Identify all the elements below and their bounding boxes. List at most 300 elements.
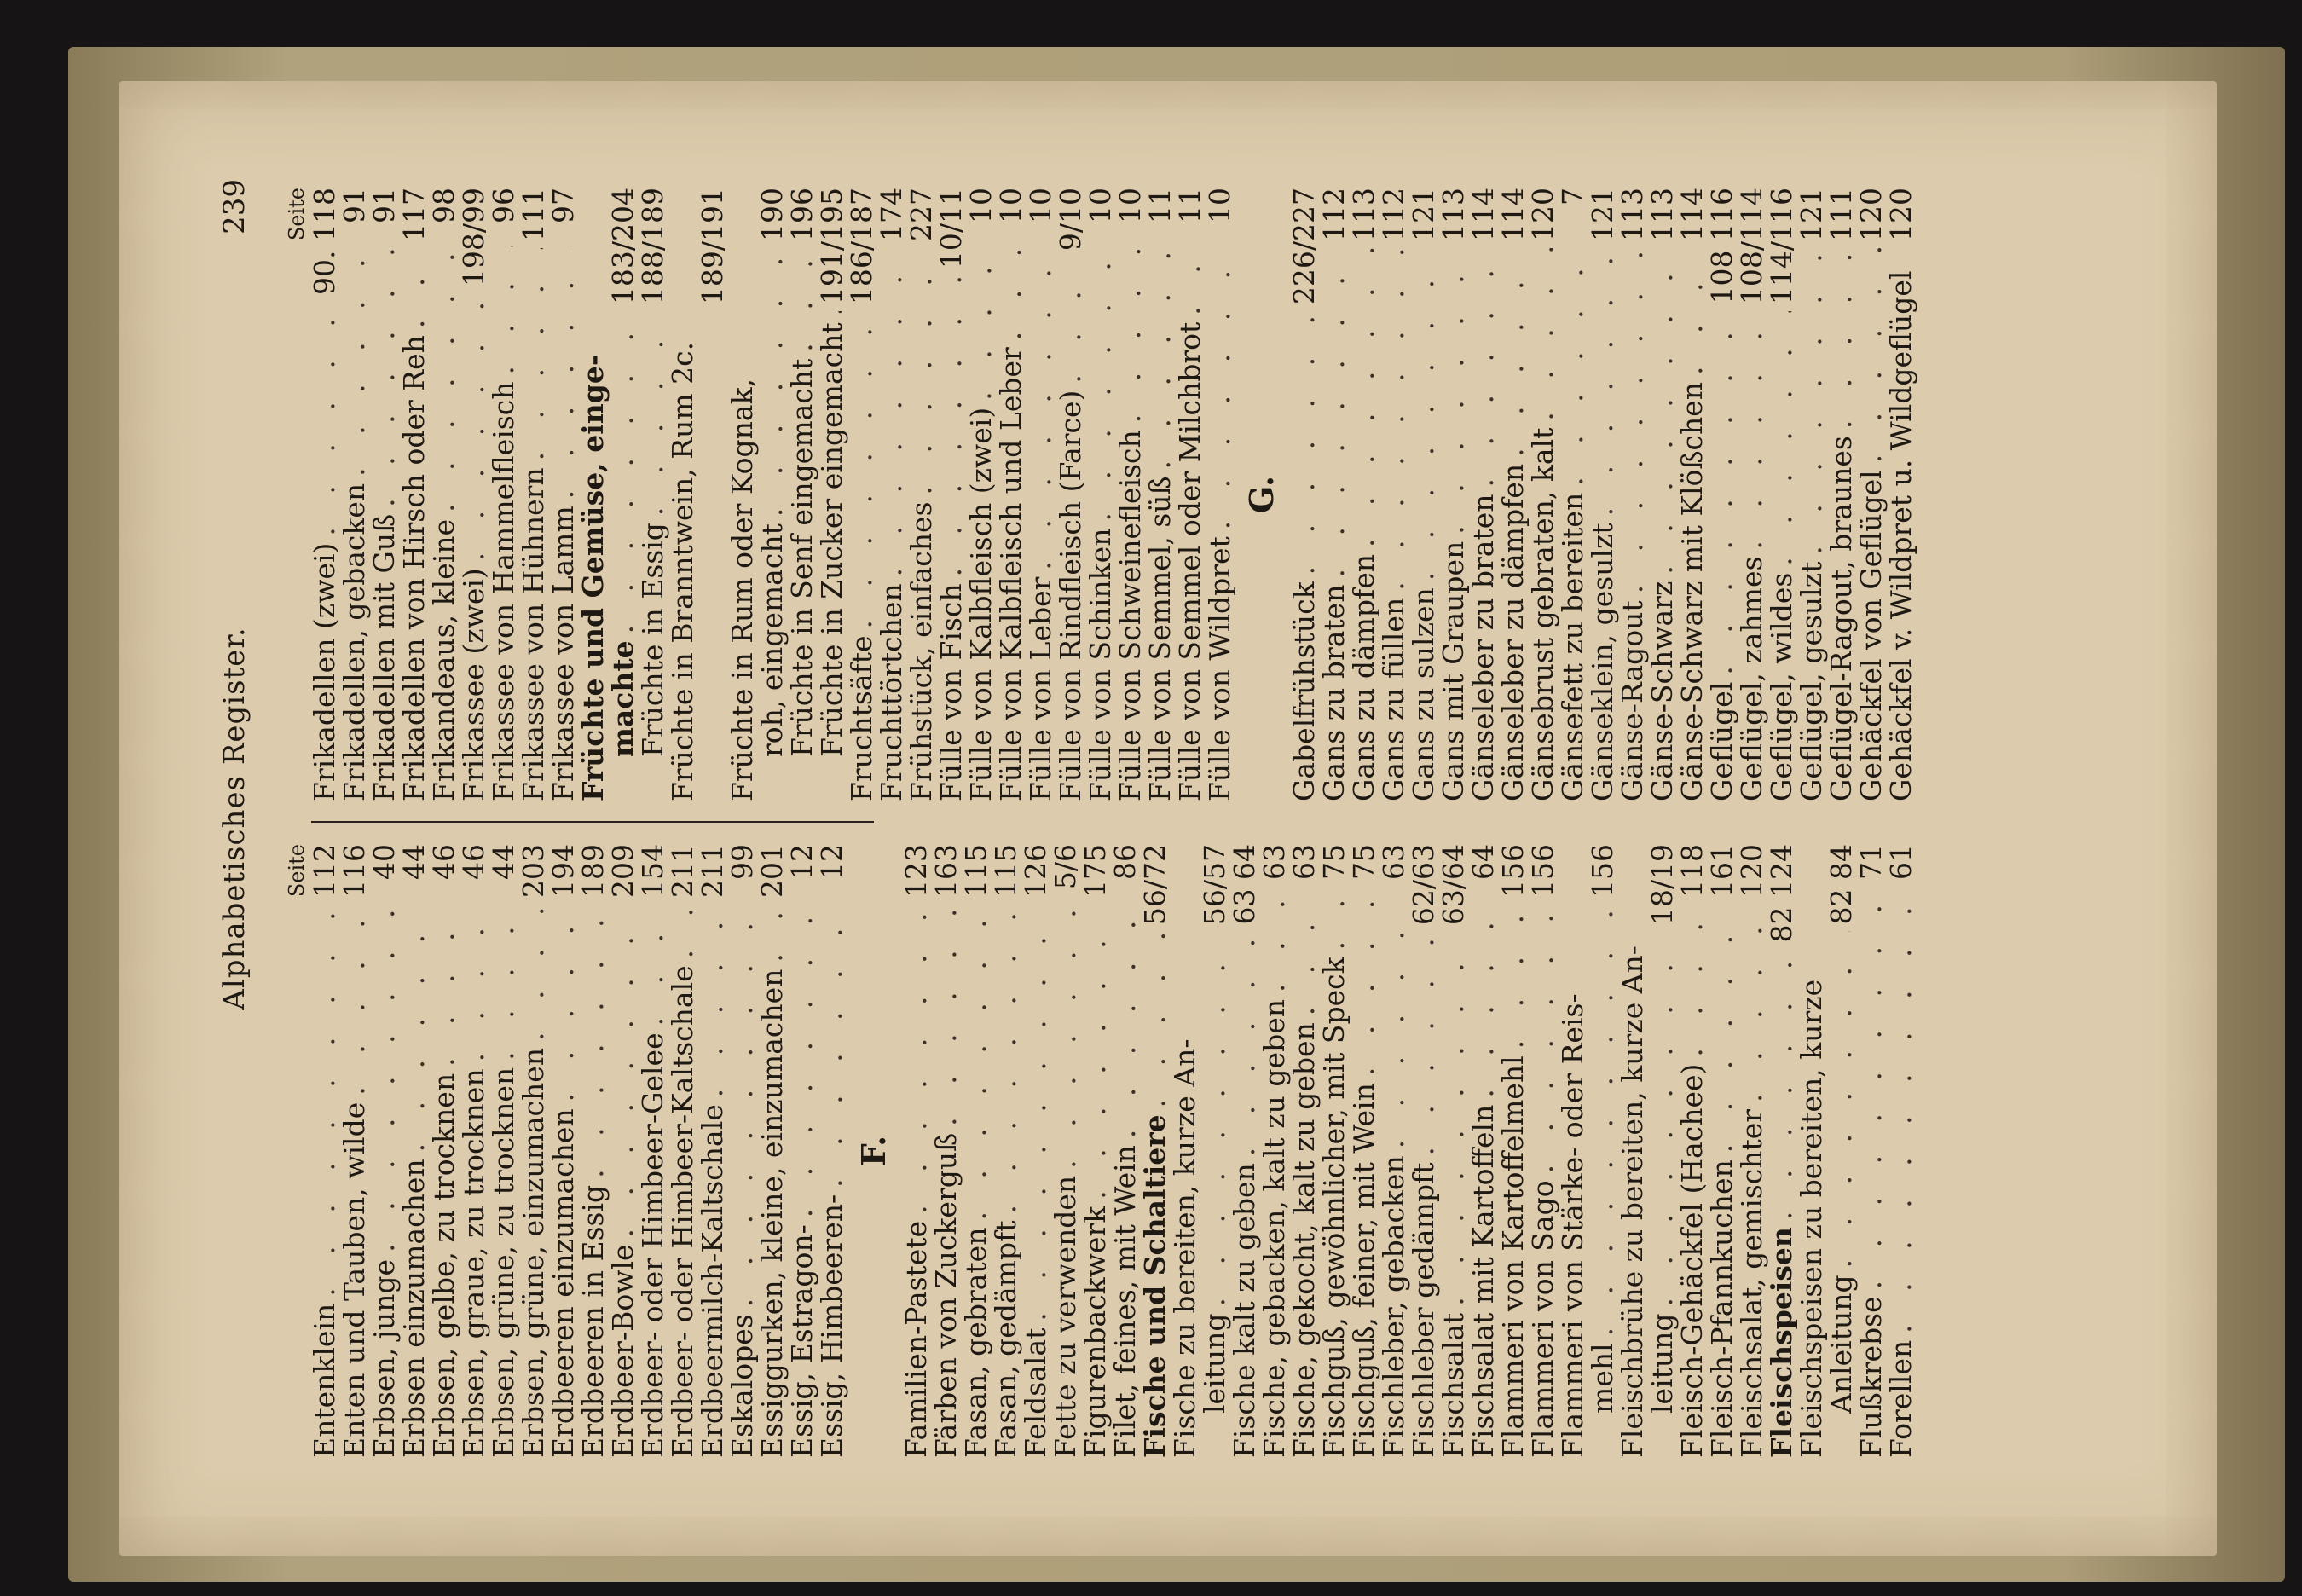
entry-name: leitung [1198,1313,1231,1414]
entry-name: Erbsen, gelbe, zu trocknen [427,1073,460,1458]
index-entry [608,188,638,801]
entry-name: Fischguß, feiner, mit Wein [1347,1083,1380,1458]
entry-page-number: 203 [517,844,550,898]
index-entry [1617,188,1647,801]
index-entry [1259,844,1289,1458]
index-entry [1205,188,1235,801]
entry-name: Erbsen einzumachen [397,1159,431,1458]
entry-name: Erbsen, graue, zu trocknen [457,1068,490,1458]
entry-page-number: 63 [1258,844,1291,880]
leader-dots [339,905,369,1096]
leader-dots [697,905,727,1097]
entry-name: Essiggurken, kleine, einzumachen [755,969,789,1458]
index-entry [1115,188,1145,801]
book-page [119,81,2217,1556]
leader-dots [1767,949,1796,1220]
entry-page-number: 114 [1466,188,1500,241]
entry-page-number: 75 [1347,844,1380,880]
index-column-left [284,844,1916,1458]
index-entry [1379,844,1408,1458]
entry-page-number: 190 [755,188,789,241]
entry-page-number: 161 [1705,844,1738,898]
leader-dots [369,246,399,507]
index-entry [459,188,489,801]
leader-dots [1528,905,1558,1173]
entry-name: Geflügel [1705,681,1738,801]
index-entry [1110,844,1140,1458]
entry-page-number: 120 [1884,188,1917,241]
index-entry [1796,188,1826,801]
entry-page-number: 91 [338,188,371,223]
entry-name: Fruchttörtchen [875,583,908,801]
index-entry [876,188,906,801]
entry-page-number: 123 [899,844,933,898]
entry-page-number: 191/195 [815,188,848,305]
entry-name: Essig, Himbeeren- [815,1194,848,1458]
entry-name: Fülle von Leber [1024,576,1057,801]
entry-name: Flammeri von Kartoffelmehl [1496,1055,1530,1458]
index-entry [429,844,459,1458]
index-entry [1289,844,1319,1458]
entry-page-number: 126 [1019,844,1052,898]
leader-dots [936,275,966,576]
leader-dots [757,248,787,517]
entry-page-number: 10 [1113,188,1147,223]
leader-dots [668,905,697,958]
leader-dots [1796,248,1826,555]
index-entry [1856,188,1886,801]
entry-page-number: 75 [1317,844,1351,880]
entry-page-number: 211 [696,844,729,898]
entry-page-number: 115 [959,844,992,898]
index-entry [697,188,727,801]
index-entry [1498,188,1528,801]
leader-dots [1289,311,1319,575]
entry-page-number: 7 [1556,188,1589,205]
entry-page-number: 118 [1675,844,1709,898]
leader-dots [1026,246,1056,570]
entry-page-number: 156 [1526,844,1559,898]
entry-page-number: 82 124 [1765,844,1798,943]
entry-name: Gans zu dämpfen [1347,553,1380,801]
entry-page-number: 121 [1795,188,1828,241]
leader-dots [1349,902,1379,1076]
index-entry [429,188,459,801]
entry-name: Geflügel-Ragout, braunes [1825,436,1858,801]
entry-page-number: 9/10 [1054,188,1087,252]
index-entry [1558,844,1588,1458]
entry-name: Fülle von Rindfleisch (Farce) [1054,390,1087,801]
entry-name: Fasan, gedämpft [989,1220,1022,1458]
entry-name: Frikadellen von Hirsch oder Reh [397,335,431,801]
index-entry [1528,844,1558,1458]
index-entry [1229,844,1259,1458]
leader-dots [339,246,369,477]
index-entries-e [309,844,847,1458]
leader-dots [1737,905,1767,1102]
entry-name: Enten und Tauben, wilde [338,1102,371,1458]
entry-page-number: 56/72 [1138,844,1171,926]
index-entry [459,844,489,1458]
entry-name: Entenklein [308,1303,341,1458]
entry-name: Fülle von Semmel, süß [1143,476,1177,801]
entry-name: Essig, Estragon- [785,1224,818,1458]
index-entry [1200,844,1229,1458]
entry-page-number: 12 [785,844,818,880]
leader-dots [459,293,489,561]
index-entry [1438,844,1468,1458]
entry-page-number: 90. 118 [308,188,341,295]
leader-dots [901,905,931,1214]
entry-name: Frikandeaus, kleine [427,518,460,801]
leader-dots [931,905,961,1126]
index-entry [1737,844,1767,1458]
entry-page-number: 114/116 [1765,188,1798,305]
leader-dots [1379,902,1408,1148]
entry-page-number: 62/63 [1407,844,1440,926]
index-entry [901,844,931,1458]
entry-page-number: 96 [487,188,520,223]
entry-name: Fleischsalat, gemischter [1735,1108,1768,1458]
page-header [217,179,269,1458]
leader-dots [1826,248,1856,429]
index-entry [1707,188,1737,801]
index-page-content [217,179,2093,1458]
entry-name: Fleisch-Pfannkuchen [1705,1159,1738,1458]
entry-name: Flammeri von Stärke- oder Reis- [1556,993,1589,1458]
page-title: Alphabetisches Register. [217,627,252,1010]
entry-name: Gänse-Ragout [1616,600,1649,801]
entry-page-number: 18/19 [1646,844,1679,926]
entry-name: Fülle von Kalbfleisch (zwei) [964,407,998,801]
entry-name: Gans mit Graupen [1437,541,1470,801]
entry-page-number: 113 [1437,188,1470,241]
entry-page-number: 189 [576,844,610,898]
index-entry [931,844,961,1458]
leader-dots [1826,931,1856,1268]
index-entry [1826,188,1856,801]
entry-name: Erdbeer-Bowle [606,1244,639,1458]
entry-page-number: 44 [487,844,520,880]
entry-name: Fülle von Wildpret [1203,536,1236,801]
leader-dots [1498,905,1528,1049]
leader-dots [518,905,548,1041]
entry-page-number: 10/11 [934,188,968,269]
entry-page-number: 156 [1496,844,1530,898]
entry-name: Fischsalat [1437,1312,1470,1458]
leader-dots [1080,905,1110,1200]
leader-dots [1110,902,1140,1138]
entry-name: Erdbeeren in Essig [576,1184,610,1458]
leader-dots [548,905,578,1102]
entry-name: Fleischspeisen zu bereiten, kurze [1795,979,1828,1458]
entry-name: Fische zu bereiten, kurze An- [1168,1038,1201,1458]
index-entry [339,844,369,1458]
entry-name: Gehäckfel v. Wildpret u. Wildgeflügel [1884,270,1917,801]
entry-name: Fleischbrühe zu bereiten, kurze An- [1616,945,1649,1458]
index-entry [309,188,339,801]
index-entry [1438,188,1468,801]
entry-page-number: 112 [1377,188,1410,241]
index-entry [309,844,339,1458]
index-entry [727,188,757,801]
leader-dots [1498,248,1528,457]
index-entry [1140,844,1170,1458]
index-entry [1056,188,1085,801]
entry-page-number: 91 [367,188,401,223]
entry-name: roh, eingemacht [755,523,789,757]
entry-name: Frikadellen mit Guß [367,513,401,801]
index-entry [518,844,548,1458]
leader-dots [638,311,668,516]
index-entry [1319,188,1349,801]
entry-name: Frikadellen (zwei) [308,542,341,801]
index-entry [1289,188,1319,801]
leader-dots [1056,257,1085,383]
entry-name: Gänsefett zu bereiten [1556,492,1589,801]
entry-page-number: 120 [1854,188,1888,241]
entry-name: machte [606,640,639,757]
entry-page-number: 112 [1317,188,1351,241]
entry-page-number: 111 [517,188,550,241]
leader-dots [459,902,489,1061]
leader-dots [1438,932,1468,1306]
entry-page-number: 196 [785,188,818,241]
entry-page-number: 108/114 [1735,188,1768,305]
entry-name: Frikassee von Hühnern [517,467,550,801]
entry-name: Früchte in Rum oder Kognak, [726,378,759,801]
page-number: 239 [217,179,252,234]
index-entry [727,844,757,1458]
entry-page-number: 63 [1287,844,1321,880]
entry-name: Erdbeer- oder Himbeer-Gelee [636,1032,669,1458]
index-entry [1498,844,1528,1458]
index-entry [817,188,847,801]
index-entry [548,188,578,801]
leader-dots [966,246,996,401]
entry-page-number: 111 [1825,188,1858,241]
entry-name: Erbsen, grüne, einzumachen [517,1047,550,1458]
leader-dots [1205,246,1235,529]
leader-dots [1115,246,1145,423]
entry-name: mehl [1586,1343,1619,1414]
entry-name: Eskalopes [726,1314,759,1458]
entry-name: Fische, gekocht, kalt zu geben [1287,1022,1321,1458]
section-letter-g: G. [1242,475,1281,514]
entry-name: Fette zu verwenden [1049,1175,1082,1458]
entry-page-number: 209 [606,844,639,898]
entry-name: Fischguß, gewöhnlicher, mit Speck [1317,957,1351,1458]
entry-page-number: 114 [1675,188,1709,241]
index-entry [1707,844,1737,1458]
index-entry [1468,844,1498,1458]
entry-name: Fülle von Schinken [1084,528,1117,801]
entry-page-number: 120 [1526,188,1559,241]
leader-dots [399,248,429,328]
index-entry [1826,844,1856,1458]
index-entry [1026,188,1056,801]
entry-page-number: 117 [397,188,431,241]
entry-name: Frikadellen, gebacken [338,483,371,801]
index-entry [578,844,608,1458]
entry-name: Früchte und Gemüse, einge- [576,354,610,801]
entry-page-number: 174 [875,188,908,241]
leader-dots [1408,248,1438,581]
leader-dots [1145,246,1175,469]
index-entry [1408,844,1438,1458]
leader-dots [309,905,339,1297]
entry-page-number: 121 [1586,188,1619,241]
leader-dots [757,905,787,963]
entry-name: Erdbeeren einzumachen [547,1108,580,1458]
entry-name: Erdbeermilch-Kaltschale [696,1104,729,1458]
entry-page-number: 46 [457,844,490,880]
entry-name: Fische kalt zu geben [1228,1163,1261,1458]
leader-dots [309,302,339,536]
entry-name: Filet, feines, mit Wein [1108,1145,1142,1458]
entry-name: Färben von Zuckerguß [929,1132,963,1458]
entry-name: Gänseklein, gesulzt [1586,523,1619,801]
entry-page-number: 11 [1143,188,1177,223]
index-entry [1677,844,1707,1458]
entry-name: Fische und Schaltiere [1138,1114,1171,1458]
entry-name: Gabelfrühstück [1287,581,1321,801]
entry-page-number: 154 [636,844,669,898]
leader-dots [1886,902,1916,1333]
entry-name: Geflügel, wildes [1765,572,1798,801]
leader-dots [787,248,817,352]
entry-page-number: 186/187 [845,188,878,305]
index-entry [787,188,817,801]
entry-name: leitung [1646,1313,1679,1414]
index-entry [1677,188,1707,801]
entry-page-number: 46 [427,844,460,880]
entry-name: Fischleber, gebacken [1377,1155,1410,1458]
index-entry [489,188,518,801]
leader-dots [1588,905,1617,1336]
entry-page-number: 10 [1024,188,1057,223]
index-entry [991,844,1021,1458]
entry-page-number: 99 [726,844,759,880]
entry-page-number: 10 [1084,188,1117,223]
leader-dots [429,246,459,512]
index-entry [1080,844,1110,1458]
entry-page-number: 12 [815,844,848,880]
entry-page-number: 71 [1854,844,1888,880]
index-entry [1617,844,1647,1458]
leader-dots [817,902,847,1188]
index-entry [936,188,966,801]
index-entry [578,188,608,801]
entry-page-number: 227 [905,188,938,241]
index-entry [966,188,996,801]
entry-page-number: 108 116 [1705,188,1738,304]
entry-name: Fischsalat mit Kartoffeln [1466,1104,1500,1458]
leader-dots [787,902,817,1217]
index-entry [1319,844,1349,1458]
index-entry [638,188,668,801]
entry-page-number: 175 [1079,844,1112,898]
leader-dots [1175,246,1205,315]
index-entry [668,844,697,1458]
leader-dots [608,905,638,1237]
entry-page-number: 113 [1616,188,1649,241]
entry-name: Flußkrebse [1854,1296,1888,1458]
index-entry [1767,844,1796,1458]
index-entry [518,188,548,801]
index-entry [1767,188,1796,801]
entry-name: Früchte in Branntwein, Rum 2c. [666,341,699,801]
entry-name: Fruchtsäfte [845,635,878,801]
index-entry [399,188,429,801]
entry-name: Fülle von Schweinefleisch [1113,430,1147,801]
entry-name: Flammeri von Sago [1526,1180,1559,1458]
entry-name: Feldsalat [1019,1327,1052,1458]
leader-dots [1647,248,1677,575]
index-entry [1408,188,1438,801]
leader-dots [1856,902,1886,1289]
entry-page-number: 189/191 [696,188,729,305]
index-entry [1175,188,1205,801]
index-entry [1468,188,1498,801]
index-entry [1588,188,1617,801]
leader-dots [1528,248,1558,421]
entry-name: Erdbeer- oder Himbeer-Kaltschale [666,965,699,1458]
leader-dots [1647,932,1677,1306]
leader-dots [961,905,991,1221]
entry-page-number: 183/204 [606,188,639,305]
entry-name: Forellen [1884,1339,1917,1458]
index-entry [369,844,399,1458]
leader-dots [608,311,638,633]
leader-dots [578,905,608,1178]
leader-dots [1259,902,1289,992]
entry-page-number: 188/189 [636,188,669,305]
index-entry [1349,188,1379,801]
index-column-right [284,188,1916,801]
entry-page-number: 10 [964,188,998,223]
index-entry [1796,844,1826,1458]
entry-page-number: 63 [1377,844,1410,880]
entry-page-number: 61 [1884,844,1917,880]
entry-page-number: 63/64 [1437,844,1470,926]
leader-dots [1021,905,1050,1321]
leader-dots [727,902,757,1307]
entry-page-number: 86 [1108,844,1142,880]
index-entry [1170,844,1200,1458]
leader-dots [1379,248,1408,591]
entry-page-number: 156 [1586,844,1619,898]
index-entry [339,188,369,801]
leader-dots [1588,248,1617,516]
index-entry [1886,844,1916,1458]
leader-dots [1617,248,1647,593]
entry-page-number: 11 [1173,188,1206,223]
leader-dots [1707,905,1737,1153]
index-entry [961,844,991,1458]
index-entry [1588,844,1617,1458]
leader-dots [1707,310,1737,674]
leader-dots [1558,246,1588,486]
index-entry [1021,844,1050,1458]
entry-name: Fleischspeisen [1765,1227,1798,1458]
index-entry [668,188,697,801]
entry-name: Fleisch-Gehäckfel (Hachee) [1675,1063,1709,1458]
entry-name: Gänseleber zu dämpfen [1496,463,1530,801]
entry-page-number: 113 [1646,188,1679,241]
entry-name: Gänse-Schwarz mit Klößchen [1675,381,1709,801]
leader-dots [1677,905,1707,1057]
